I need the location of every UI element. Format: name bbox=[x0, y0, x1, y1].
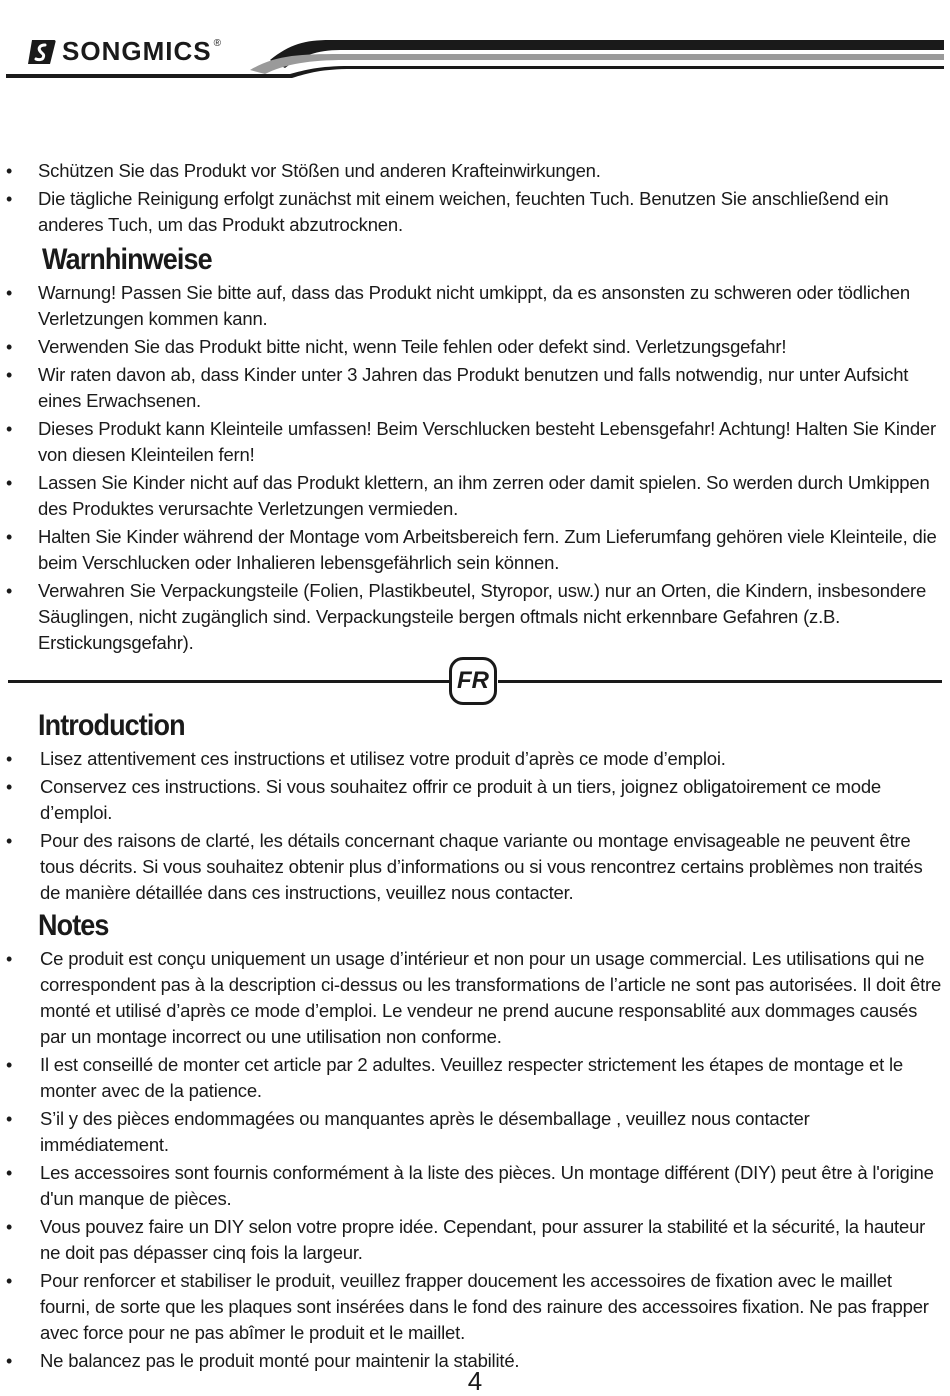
de-section bbox=[0, 158, 950, 658]
fr-intro-bullets bbox=[0, 746, 950, 906]
list-item: • Verwenden Sie das Produkt bitte nicht, wenn Teile fehlen oder defekt sind. Verletzungsgefahr! bbox=[0, 334, 950, 360]
list-item: • Lassen Sie Kinder nicht auf das Produkt klettern, an ihm zerren oder damit spielen. So werden durch Umkippen des Produktes verursachte Verletzungen vermieden. bbox=[0, 470, 950, 522]
list-item: • S’il y des pièces endommagées ou manquantes après le désemballage , veuillez nous contacter immédiatement. bbox=[0, 1106, 950, 1158]
divider-line-left bbox=[8, 680, 450, 683]
page-number: 4 bbox=[467, 1366, 483, 1396]
list-item: • Halten Sie Kinder während der Montage vom Arbeitsbereich fern. Zum Lieferumfang gehören viele Kleinteile, die beim Verschlucken oder Inhalieren lebensgefährlich sein können. bbox=[0, 524, 950, 576]
divider-line-right bbox=[498, 680, 942, 683]
list-item: • Les accessoires sont fournis conformément à la liste des pièces. Un montage différent (DIY) peut être à l'origine d'un manque de pièces. bbox=[0, 1160, 950, 1212]
list-item: • Pour renforcer et stabiliser le produit, veuillez frapper doucement les accessoires de fixation avec le maillet fourni, de sorte que les plaques sont insérées dans le fond des rainure des accessoires fixation. Ne pas frapper avec force pour ne pas abîmer le produit et le maillet. bbox=[0, 1268, 950, 1346]
de-bullets-top bbox=[0, 158, 950, 238]
list-item: • Lisez attentivement ces instructions et utilisez votre produit d’après ce mode d’emploi. bbox=[0, 746, 950, 772]
list-item: • Pour des raisons de clarté, les détails concernant chaque variante ou montage envisageable ne peuvent être tous décrits. Si vous souhaitez obtenir plus d’informations ou si vous rencontrez certains problèmes non traités de manière détaillée dans ces instructions, veuillez nous contacter. bbox=[0, 828, 950, 906]
list-item: • Ne balancez pas le produit monté pour maintenir la stabilité. bbox=[0, 1348, 950, 1374]
de-warning-bullets bbox=[0, 280, 950, 656]
list-item: • Dieses Produkt kann Kleinteile umfassen! Beim Verschlucken besteht Lebensgefahr! Achtung! Halten Sie Kinder von diesen Kleinteilen fern! bbox=[0, 416, 950, 468]
page-header bbox=[0, 0, 950, 90]
list-item: • Die tägliche Reinigung erfolgt zunächst mit einem weichen, feuchten Tuch. Benutzen Sie anschließend ein anderes Tuch, um das Produkt abzutrocknen. bbox=[0, 186, 950, 238]
introduction-heading: Introduction bbox=[38, 709, 185, 742]
warning-heading: Warnhinweise bbox=[42, 243, 212, 276]
list-item: • Verwahren Sie Verpackungsteile (Folien, Plastikbeutel, Styropor, usw.) nur an Orten, die Kindern, insbesondere Säuglingen, nicht zugänglich sind. Verpackungsteile bergen oftmals nicht erkennbare Gefahren (z.B. Erstickungsgefahr). bbox=[0, 578, 950, 656]
language-badge: FR bbox=[449, 657, 497, 705]
list-item: • Warnung! Passen Sie bitte auf, dass das Produkt nicht umkippt, da es ansonsten zu schweren oder tödlichen Verletzungen kommen kann. bbox=[0, 280, 950, 332]
list-item: • Schützen Sie das Produkt vor Stößen und anderen Krafteinwirkungen. bbox=[0, 158, 950, 184]
songmics-logo-icon bbox=[28, 38, 58, 66]
list-item: • Wir raten davon ab, dass Kinder unter 3 Jahren das Produkt benutzen und falls notwendig, nur unter Aufsicht eines Erwachsenen. bbox=[0, 362, 950, 414]
list-item: • Vous pouvez faire un DIY selon votre propre idée. Cependant, pour assurer la stabilité et la sécurité, la hauteur ne doit pas dépasser cinq fois la largeur. bbox=[0, 1214, 950, 1266]
fr-notes-bullets bbox=[0, 946, 950, 1374]
list-item: • Conservez ces instructions. Si vous souhaitez offrir ce produit à un tiers, joignez obligatoirement ce mode d’emploi. bbox=[0, 774, 950, 826]
list-item: • Ce produit est conçu uniquement un usage d’intérieur et non pour un usage commercial. Les utilisations qui ne correspondent pas à la description ci-dessus ou les transformations de l’article ne sont pas autorisées. Il doit être monté et utilisé d’après ce mode d’emploi. Le vendeur ne prend aucune responsablité aux dommages causés par un montage incorrect ou une utilisation non conforme. bbox=[0, 946, 950, 1050]
fr-section bbox=[0, 708, 950, 1376]
brand-logo: SONGMICS ® bbox=[62, 36, 222, 66]
language-divider bbox=[0, 650, 950, 714]
notes-heading: Notes bbox=[38, 909, 109, 942]
list-item: • Il est conseillé de monter cet article par 2 adultes. Veuillez respecter strictement les étapes de montage et le monter avec de la patience. bbox=[0, 1052, 950, 1104]
